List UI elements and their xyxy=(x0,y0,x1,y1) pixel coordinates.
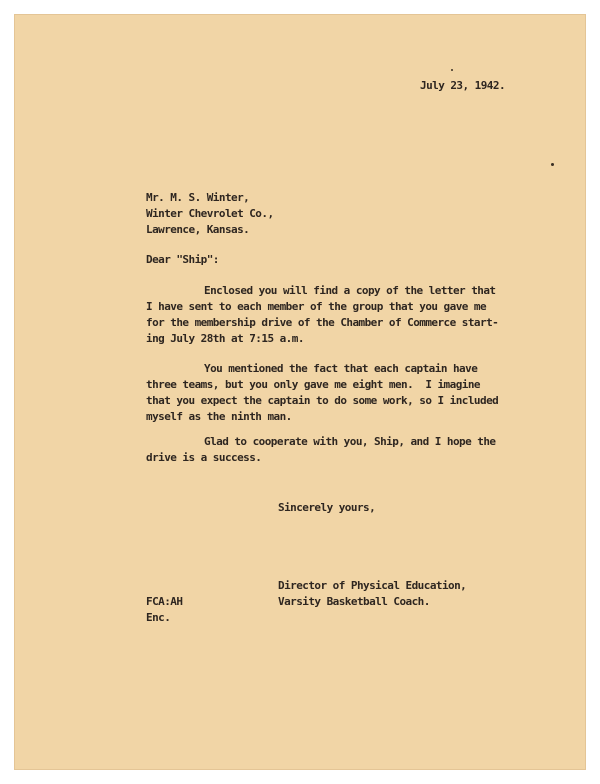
signature-title: Director of Physical Education, xyxy=(278,579,467,592)
paragraph-line: You mentioned the fact that each captain have xyxy=(204,362,478,375)
paragraph-line: ing July 28th at 7:15 a.m. xyxy=(146,332,304,345)
paragraph-line: that you expect the captain to do some work, so I included xyxy=(146,394,499,407)
paragraph-line: myself as the ninth man. xyxy=(146,410,292,423)
address-line: Lawrence, Kansas. xyxy=(146,223,250,236)
paper-speck xyxy=(551,163,554,166)
paragraph-line: drive is a success. xyxy=(146,451,262,464)
paragraph-line: Enclosed you will find a copy of the letter that xyxy=(204,284,496,297)
paragraph-line: for the membership drive of the Chamber of Commerce start- xyxy=(146,316,499,329)
closing: Sincerely yours, xyxy=(278,501,376,514)
signature-title: Varsity Basketball Coach. xyxy=(278,595,430,608)
enclosure-note: Enc. xyxy=(146,611,171,624)
paragraph-line: Glad to cooperate with you, Ship, and I hope the xyxy=(204,435,496,448)
reference-initials: FCA:AH xyxy=(146,595,183,608)
paragraph-line: I have sent to each member of the group that you gave me xyxy=(146,300,487,313)
address-line: Winter Chevrolet Co., xyxy=(146,207,274,220)
salutation: Dear "Ship": xyxy=(146,253,219,266)
paragraph-line: three teams, but you only gave me eight men. I imagine xyxy=(146,378,480,391)
paper-speck xyxy=(451,69,453,71)
letter-date: July 23, 1942. xyxy=(420,79,506,92)
address-line: Mr. M. S. Winter, xyxy=(146,191,250,204)
